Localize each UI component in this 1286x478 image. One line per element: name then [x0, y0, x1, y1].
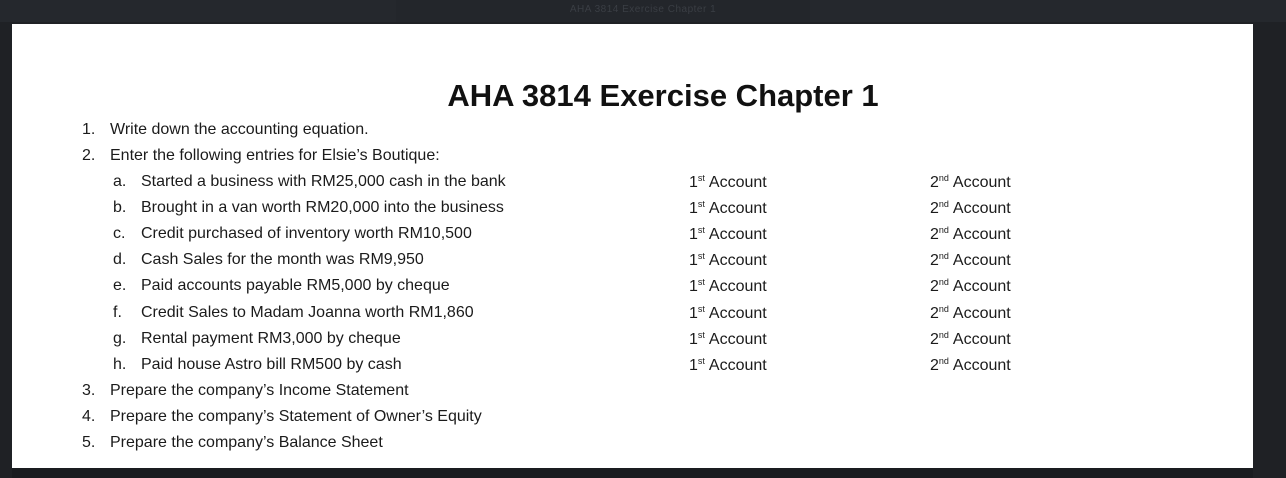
- account-ordinal-suffix: st: [697, 199, 705, 209]
- item-number: 1.: [82, 121, 96, 138]
- first-account-label: [689, 277, 767, 296]
- item-number: 2.: [82, 147, 96, 164]
- account-word: Account: [708, 278, 767, 295]
- account-ordinal-suffix: st: [697, 225, 705, 235]
- account-ordinal: 1: [689, 252, 698, 269]
- account-ordinal: 1: [689, 305, 698, 322]
- first-account-label: [689, 251, 767, 270]
- second-account-label: [930, 277, 1011, 296]
- entry-text: Paid accounts payable RM5,000 by cheque: [141, 277, 450, 294]
- second-account-label: [930, 251, 1011, 270]
- account-ordinal: 1: [689, 278, 698, 295]
- second-account-label: [930, 330, 1011, 349]
- account-ordinal-suffix: nd: [938, 304, 949, 314]
- entry-letter: b.: [113, 199, 127, 216]
- entry-letter: c.: [113, 225, 126, 242]
- account-ordinal-suffix: st: [697, 356, 705, 366]
- account-word: Account: [952, 278, 1011, 295]
- account-ordinal: 2: [930, 174, 939, 191]
- item-text: Enter the following entries for Elsie’s Boutique:: [110, 147, 440, 164]
- account-word: Account: [952, 331, 1011, 348]
- entry-letter: e.: [113, 277, 127, 294]
- first-account-label: [689, 330, 767, 349]
- second-account-label: [930, 225, 1011, 244]
- entry-text: Credit purchased of inventory worth RM10,500: [141, 225, 472, 242]
- account-word: Account: [708, 331, 767, 348]
- first-account-label: [689, 225, 767, 244]
- item-text: Prepare the company’s Statement of Owner’s Equity: [110, 408, 482, 425]
- account-word: Account: [952, 226, 1011, 243]
- entry-letter: g.: [113, 330, 127, 347]
- item-text: Write down the accounting equation.: [110, 121, 369, 138]
- account-word: Account: [952, 357, 1011, 374]
- second-account-label: [930, 199, 1011, 218]
- item-number: 4.: [82, 408, 96, 425]
- account-word: Account: [708, 174, 767, 191]
- account-ordinal-suffix: nd: [938, 225, 949, 235]
- account-ordinal: 1: [689, 174, 698, 191]
- item-text: Prepare the company’s Income Statement: [110, 382, 409, 399]
- account-ordinal: 2: [930, 357, 939, 374]
- account-ordinal: 1: [689, 331, 698, 348]
- account-ordinal-suffix: nd: [938, 330, 949, 340]
- item-number: 5.: [82, 434, 96, 451]
- entry-letter: d.: [113, 251, 127, 268]
- window-title: AHA 3814 Exercise Chapter 1: [569, 4, 717, 15]
- account-word: Account: [952, 200, 1011, 217]
- second-account-label: [930, 356, 1011, 375]
- entry-text: Paid house Astro bill RM500 by cash: [141, 356, 402, 373]
- first-account-label: [689, 304, 767, 323]
- account-ordinal: 1: [689, 357, 698, 374]
- account-ordinal: 2: [930, 252, 939, 269]
- item-number: 3.: [82, 382, 96, 399]
- account-ordinal: 2: [930, 331, 939, 348]
- account-ordinal-suffix: st: [697, 304, 705, 314]
- account-word: Account: [708, 226, 767, 243]
- account-ordinal-suffix: st: [697, 251, 705, 261]
- account-word: Account: [952, 305, 1011, 322]
- account-ordinal-suffix: nd: [938, 356, 949, 366]
- account-ordinal-suffix: nd: [938, 199, 949, 209]
- second-account-label: [930, 304, 1011, 323]
- entry-text: Brought in a van worth RM20,000 into the business: [141, 199, 504, 216]
- account-ordinal-suffix: nd: [938, 277, 949, 287]
- entry-text: Cash Sales for the month was RM9,950: [141, 251, 424, 268]
- account-ordinal: 1: [689, 200, 698, 217]
- account-word: Account: [952, 174, 1011, 191]
- account-ordinal: 2: [930, 278, 939, 295]
- page-shadow: [12, 468, 1253, 478]
- account-ordinal-suffix: st: [697, 173, 705, 183]
- account-ordinal: 2: [930, 226, 939, 243]
- entry-letter: f.: [113, 304, 122, 321]
- entry-text: Credit Sales to Madam Joanna worth RM1,860: [141, 304, 474, 321]
- account-word: Account: [708, 305, 767, 322]
- document-title: AHA 3814 Exercise Chapter 1: [447, 78, 879, 113]
- account-word: Account: [708, 200, 767, 217]
- window-title-bar: [0, 0, 1286, 22]
- account-ordinal: 2: [930, 200, 939, 217]
- entry-text: Rental payment RM3,000 by cheque: [141, 330, 401, 347]
- account-ordinal: 2: [930, 305, 939, 322]
- first-account-label: [689, 173, 767, 192]
- account-word: Account: [708, 357, 767, 374]
- item-text: Prepare the company’s Balance Sheet: [110, 434, 383, 451]
- account-ordinal-suffix: st: [697, 330, 705, 340]
- second-account-label: [930, 173, 1011, 192]
- account-ordinal: 1: [689, 226, 698, 243]
- first-account-label: [689, 356, 767, 375]
- document-page: [12, 24, 1253, 468]
- account-ordinal-suffix: nd: [938, 251, 949, 261]
- first-account-label: [689, 199, 767, 218]
- entry-letter: h.: [113, 356, 127, 373]
- entry-letter: a.: [113, 173, 127, 190]
- account-ordinal-suffix: nd: [938, 173, 949, 183]
- account-word: Account: [952, 252, 1011, 269]
- account-ordinal-suffix: st: [697, 277, 705, 287]
- entry-text: Started a business with RM25,000 cash in the bank: [141, 173, 506, 190]
- account-word: Account: [708, 252, 767, 269]
